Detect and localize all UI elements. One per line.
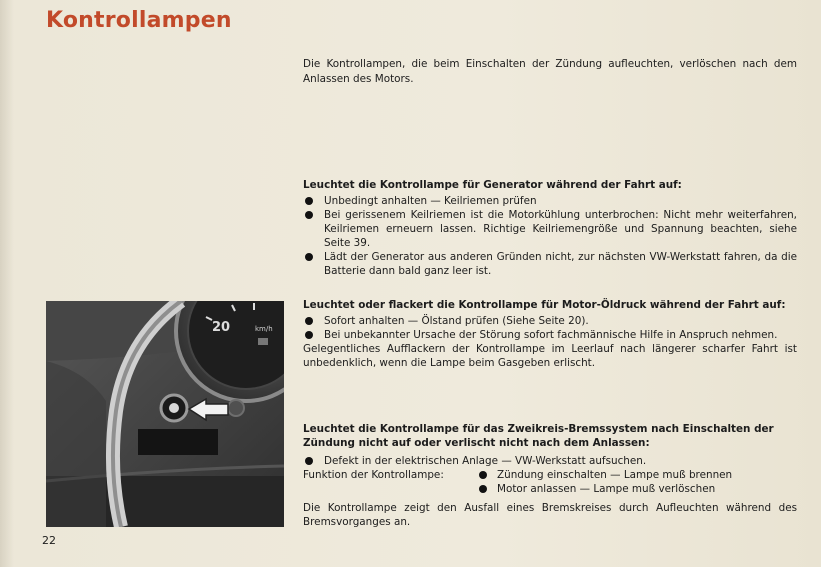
generator-item-3: Lädt der Generator aus anderen Gründen nicht, zur nächsten VW-Werkstatt fahren, da die Batterie dann bald ganz leer ist. <box>324 251 797 277</box>
list-item <box>303 454 797 468</box>
oil-item-2: Bei unbekannter Ursache der Störung sofort fachmännische Hilfe in Anspruch nehmen. <box>324 329 778 341</box>
bullet-icon <box>305 253 313 261</box>
oil-note: Gelegentliches Aufflackern der Kontrollampe im Leerlauf nach längerer scharfer Fahrt ist unbedenklich, wenn die Lampe beim Gasgeben erlischt. <box>303 343 797 369</box>
function-row <box>303 468 797 496</box>
bullet-icon <box>305 457 313 465</box>
bullet-icon <box>479 485 487 493</box>
bullet-icon <box>305 197 313 205</box>
oil-item-1: Sofort anhalten — Ölstand prüfen (Siehe Seite 20). <box>324 315 589 327</box>
generator-heading: Leuchtet die Kontrollampe für Generator während der Fahrt auf: <box>303 179 682 191</box>
function-item-1: Zündung einschalten — Lampe muß brennen <box>497 469 733 481</box>
bullet-icon <box>305 331 313 339</box>
function-item-2: Motor anlassen — Lampe muß verlöschen <box>497 483 716 495</box>
oil-heading: Leuchtet oder flackert die Kontrollampe für Motor-Öldruck während der Fahrt auf: <box>303 299 786 311</box>
list-item <box>303 328 797 342</box>
page-title: Kontrollampen <box>46 8 232 33</box>
list-item <box>473 468 797 482</box>
dashboard-photo <box>46 301 284 527</box>
oil-section <box>303 298 797 370</box>
ashtray-slot <box>138 429 218 455</box>
bullet-icon <box>305 211 313 219</box>
bullet-icon <box>305 317 313 325</box>
list-item <box>303 208 797 250</box>
page-number: 22 <box>42 534 56 547</box>
bullet-icon <box>479 471 487 479</box>
brake-heading: Leuchtet die Kontrollampe für das Zweikreis-Bremssystem nach Einschalten der Zündung nicht auf oder verlischt nicht nach dem Anlassen: <box>303 423 774 449</box>
list-item <box>303 194 797 208</box>
control-lamp-lens <box>169 403 179 413</box>
gauge-indicator <box>258 338 268 345</box>
gauge-unit: km/h <box>255 325 273 333</box>
dashboard-illustration <box>46 301 284 527</box>
generator-section <box>303 178 797 278</box>
list-item <box>303 314 797 328</box>
list-item <box>303 250 797 278</box>
generator-item-1: Unbedingt anhalten — Keilriemen prüfen <box>324 195 537 207</box>
brake-note: Die Kontrollampe zeigt den Ausfall eines Bremskreises durch Aufleuchten während des Bremsvorganges an. <box>303 502 797 528</box>
function-label: Funktion der Kontrollampe: <box>303 469 444 481</box>
function-list <box>473 468 797 496</box>
intro-paragraph: Die Kontrollampen, die beim Einschalten der Zündung aufleuchten, verlöschen nach dem Anlassen des Motors. <box>303 58 797 85</box>
generator-item-2: Bei gerissenem Keilriemen ist die Motorkühlung unterbrochen: Nicht mehr weiterfahren, Keilriemen erneuern lassen. Richtige Keilriemengröße und Spannung beachten, siehe Seite 39. <box>324 209 797 249</box>
gauge-number: 20 <box>212 320 231 335</box>
brake-section <box>303 422 797 529</box>
brake-item-1: Defekt in der elektrischen Anlage — VW-Werkstatt aufsuchen. <box>324 455 647 467</box>
list-item <box>473 482 797 496</box>
indicator-knob <box>228 400 244 416</box>
